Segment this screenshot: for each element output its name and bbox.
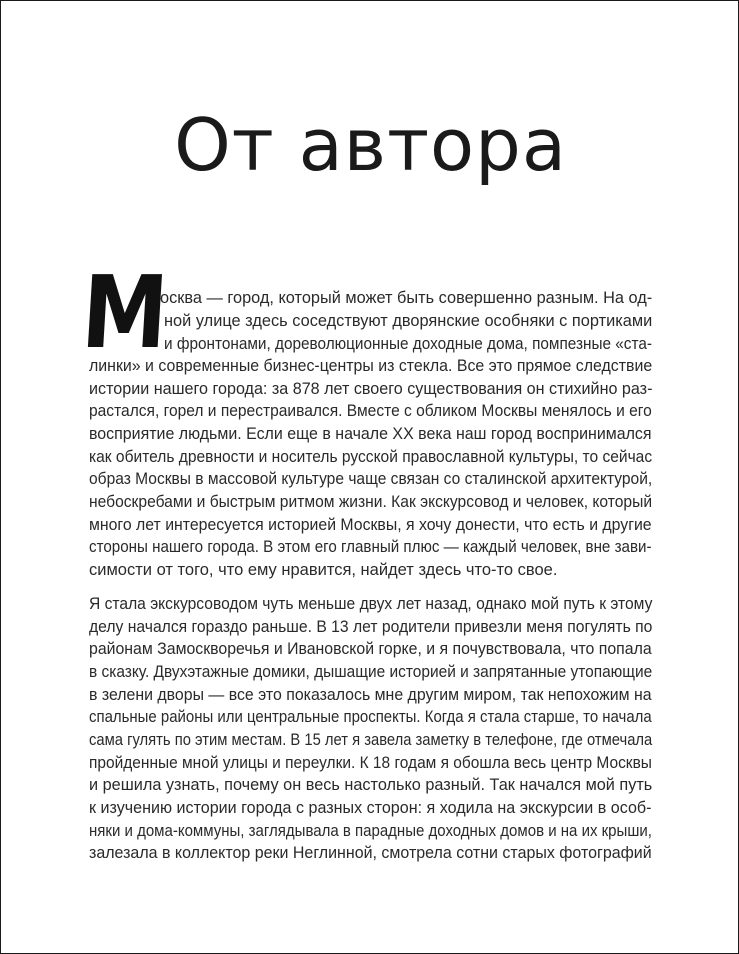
text-line: в зелени дворы — все это показалось мне другим миром, так непохожим на (89, 686, 652, 704)
text-line: образ Москвы в массовой культуре чаще связан со сталинской архитектурой, (89, 470, 653, 488)
text-line: спальные районы или центральные проспекты. Когда я стала старше, то начала (89, 708, 652, 726)
text-line: стороны нашего города. В этом его главный плюс — каждый человек, вне зави- (89, 538, 652, 556)
text-line: ной улице здесь соседствуют дворянские особняки с портиками (164, 312, 653, 330)
text-line: Я стала экскурсоводом чуть меньше двух лет назад, однако мой путь к этому (89, 595, 653, 613)
text-line: небоскребами и быстрым ритмом жизни. Как экскурсовод и человек, который (89, 493, 653, 511)
text-line: и фронтонами, дореволюционные доходные дома, помпезные «ста- (164, 335, 652, 353)
text-line: пройденные мной улицы и переулки. К 18 годам я обошла весь центр Москвы (89, 754, 652, 772)
text-line: истории нашего города: за 878 лет своего существования он стихийно раз- (89, 380, 653, 398)
chapter-title: От автора (174, 103, 567, 187)
text-line: к изучению истории города с разных сторон: я ходила на экскурсии в особ- (89, 799, 652, 817)
text-line: линки» и современные бизнес-центры из стекла. Все это прямое следствие (89, 357, 653, 375)
text-line: как обитель древности и носитель русской православной культуры, то сейчас (89, 448, 653, 466)
text-line: делу начался гораздо раньше. В 13 лет родители привезли меня погулять по (89, 618, 653, 636)
text-line: осква — город, который может быть совершенно разным. На од- (160, 289, 653, 307)
text-line: восприятие людьми. Если еще в начале XX века наш город воспринимался (89, 425, 652, 443)
text-line: сама гулять по этим местам. В 15 лет я завела заметку в телефоне, где отмечала (89, 731, 653, 749)
text-line: и решила узнать, почему он весь настолько разный. Так начался мой путь (89, 776, 653, 794)
drop-cap-letter: М (78, 254, 172, 371)
text-line: районам Замоскворечья и Ивановской горке, и я почувствовала, что попала (89, 640, 652, 658)
text-line: залезала в коллектор реки Неглинной, смотрела сотни старых фотографий (89, 844, 652, 862)
text-line: в сказку. Двухэтажные домики, дышащие историей и запрятанные утопающие (89, 663, 653, 681)
text-line: няки и дома-коммуны, заглядывала в парадные доходных домов и на их крыши, (89, 822, 652, 840)
text-line: симости от того, что ему нравится, найдет здесь что-то свое. (89, 561, 558, 579)
text-line: растался, горел и перестраивался. Вместе с обликом Москвы менялось и его (89, 402, 652, 420)
text-line: много лет интересуется историей Москвы, я хочу донести, что есть и другие (89, 516, 652, 534)
